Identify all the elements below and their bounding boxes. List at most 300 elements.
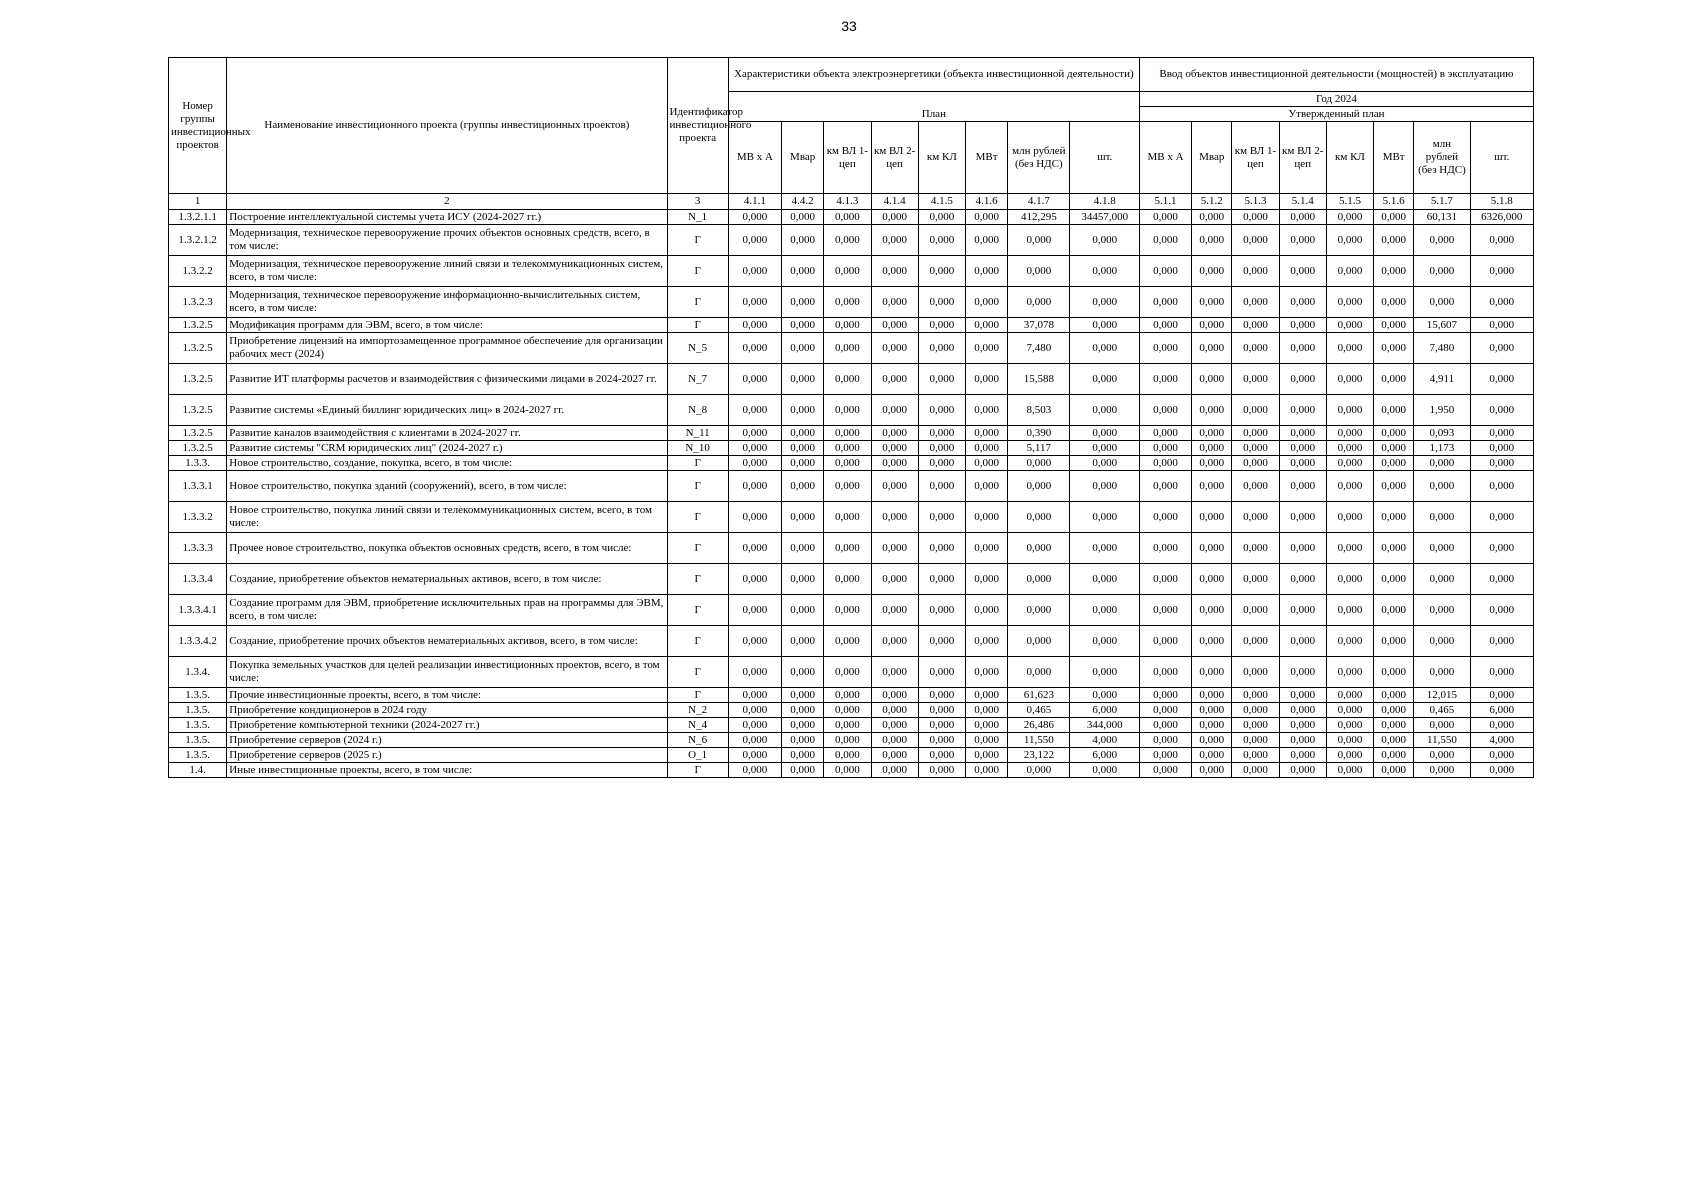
row-value: 0,000 [918,688,965,703]
row-value: 0,000 [965,763,1007,778]
row-value: 0,000 [782,502,824,533]
table-row [169,657,1534,688]
row-value: 0,000 [824,333,871,364]
row-value: 0,000 [1232,456,1279,471]
row-value: 0,000 [871,502,918,533]
table-row [169,441,1534,456]
row-value: 0,000 [1326,595,1373,626]
row-value: 0,000 [918,703,965,718]
row-identifier: Г [667,471,728,502]
row-value: 0,000 [1326,210,1373,225]
column-number: 4.1.1 [728,194,781,210]
row-value: 7,480 [1008,333,1070,364]
column-number: 5.1.5 [1326,194,1373,210]
row-number: 1.3.3. [169,456,227,471]
table-row [169,718,1534,733]
row-value: 0,000 [1139,333,1191,364]
row-value: 0,000 [1326,287,1373,318]
row-value: 0,000 [1008,256,1070,287]
row-value: 0,000 [1374,287,1414,318]
row-value: 0,000 [1139,733,1191,748]
row-value: 0,000 [1326,626,1373,657]
table-row [169,287,1534,318]
row-value: 0,000 [824,718,871,733]
row-value: 0,000 [824,703,871,718]
row-value: 0,000 [782,395,824,426]
row-value: 0,000 [728,564,781,595]
row-value: 0,390 [1008,426,1070,441]
row-value: 0,000 [728,688,781,703]
row-identifier: Г [667,533,728,564]
row-identifier: N_6 [667,733,728,748]
row-number: 1.4. [169,763,227,778]
row-value: 0,000 [1139,364,1191,395]
row-name: Модернизация, техническое перевооружение информационно-вычислительных систем, всего, в том числе: [227,287,667,318]
row-value: 0,000 [1279,657,1326,688]
row-value: 0,000 [728,595,781,626]
row-value: 0,000 [1374,657,1414,688]
row-value: 0,000 [1279,256,1326,287]
row-value: 0,000 [1374,456,1414,471]
row-value: 0,000 [782,626,824,657]
row-value: 0,000 [1470,287,1533,318]
row-number: 1.3.3.3 [169,533,227,564]
row-name: Покупка земельных участков для целей реализации инвестиционных проектов, всего, в том числе: [227,657,667,688]
row-value: 0,000 [918,718,965,733]
row-identifier: N_10 [667,441,728,456]
row-identifier: Г [667,763,728,778]
row-value: 0,000 [728,703,781,718]
row-value: 0,000 [728,718,781,733]
row-name: Развитие системы "CRM юридических лиц" (2024-2027 г.) [227,441,667,456]
header-unit-plan: шт. [1070,122,1139,194]
column-number: 4.1.7 [1008,194,1070,210]
row-value: 0,000 [1279,748,1326,763]
row-value: 0,000 [1070,595,1139,626]
row-value: 0,000 [918,364,965,395]
table-row [169,333,1534,364]
row-number: 1.3.2.5 [169,333,227,364]
row-value: 0,000 [728,256,781,287]
row-value: 0,000 [918,456,965,471]
row-value: 0,000 [1279,426,1326,441]
table-row [169,225,1534,256]
header-identifier: Идентификатор инвестиционного проекта [667,58,728,194]
row-value: 0,000 [824,256,871,287]
row-value: 0,000 [918,395,965,426]
row-value: 0,000 [728,502,781,533]
row-value: 0,000 [1470,225,1533,256]
table-header [169,58,1534,210]
column-number: 5.1.7 [1414,194,1470,210]
row-value: 0,000 [1192,456,1232,471]
row-name: Создание, приобретение прочих объектов нематериальных активов, всего, в том числе: [227,626,667,657]
row-value: 0,000 [1232,441,1279,456]
row-name: Создание, приобретение объектов нематериальных активов, всего, в том числе: [227,564,667,595]
row-value: 0,000 [728,333,781,364]
row-value: 0,000 [1326,426,1373,441]
row-value: 0,000 [1008,287,1070,318]
row-value: 0,000 [871,364,918,395]
table-row [169,426,1534,441]
row-value: 0,000 [918,333,965,364]
header-unit-plan: МВт [965,122,1007,194]
row-value: 0,000 [782,287,824,318]
row-value: 0,000 [871,318,918,333]
row-name: Новое строительство, покупка зданий (сооружений), всего, в том числе: [227,471,667,502]
row-value: 0,000 [918,564,965,595]
column-number: 4.4.2 [782,194,824,210]
header-unit-plan: км ВЛ 2-цеп [871,122,918,194]
row-value: 0,000 [1232,626,1279,657]
row-identifier: N_7 [667,364,728,395]
row-value: 0,000 [824,595,871,626]
row-name: Прочие инвестиционные проекты, всего, в том числе: [227,688,667,703]
row-value: 0,000 [1374,441,1414,456]
row-value: 0,000 [1470,502,1533,533]
row-value: 0,000 [1279,210,1326,225]
row-value: 0,000 [1326,318,1373,333]
row-value: 0,000 [1008,456,1070,471]
row-value: 0,000 [824,287,871,318]
column-number: 2 [227,194,667,210]
row-value: 0,000 [1139,533,1191,564]
header-unit-plan: км ВЛ 1-цеп [824,122,871,194]
row-value: 0,000 [871,210,918,225]
row-value: 0,000 [1470,626,1533,657]
row-name: Приобретение серверов (2024 г.) [227,733,667,748]
row-value: 0,000 [1008,763,1070,778]
row-value: 0,000 [965,364,1007,395]
row-value: 0,000 [1008,626,1070,657]
row-value: 0,000 [1070,426,1139,441]
row-value: 0,000 [1374,471,1414,502]
row-value: 0,000 [965,703,1007,718]
row-number: 1.3.2.3 [169,287,227,318]
row-value: 0,000 [1192,626,1232,657]
header-unit-approved: км КЛ [1326,122,1373,194]
row-value: 0,000 [1232,595,1279,626]
row-value: 0,000 [1070,364,1139,395]
row-value: 0,000 [1192,333,1232,364]
column-number: 4.1.6 [965,194,1007,210]
row-number: 1.3.4. [169,657,227,688]
row-value: 0,000 [1326,748,1373,763]
row-value: 0,000 [1192,318,1232,333]
row-value: 0,000 [1008,564,1070,595]
row-value: 0,000 [728,533,781,564]
row-value: 0,465 [1414,703,1470,718]
row-value: 0,000 [1008,595,1070,626]
row-value: 0,000 [1070,657,1139,688]
row-value: 0,000 [728,456,781,471]
row-value: 0,000 [1374,225,1414,256]
row-value: 0,000 [1192,688,1232,703]
row-value: 0,000 [782,318,824,333]
row-value: 0,000 [824,564,871,595]
row-value: 0,000 [1139,688,1191,703]
row-value: 0,000 [1232,564,1279,595]
row-value: 0,000 [1374,318,1414,333]
row-value: 0,000 [965,471,1007,502]
table-row [169,471,1534,502]
row-value: 6,000 [1470,703,1533,718]
row-name: Развитие системы «Единый биллинг юридических лиц» в 2024-2027 гг. [227,395,667,426]
row-value: 0,000 [1192,256,1232,287]
row-value: 0,000 [782,426,824,441]
row-value: 0,000 [1279,364,1326,395]
row-value: 4,000 [1070,733,1139,748]
row-value: 0,000 [965,426,1007,441]
row-value: 0,000 [1374,426,1414,441]
row-value: 0,000 [871,748,918,763]
header-unit-plan: км КЛ [918,122,965,194]
row-name: Развитие ИТ платформы расчетов и взаимодействия с физическими лицами в 2024-2027 гг. [227,364,667,395]
row-value: 0,000 [1279,718,1326,733]
row-value: 0,000 [1232,364,1279,395]
row-value: 0,000 [1326,733,1373,748]
row-value: 0,000 [1326,441,1373,456]
row-value: 0,000 [965,225,1007,256]
row-value: 0,000 [1070,471,1139,502]
row-value: 0,000 [1374,763,1414,778]
table-row [169,456,1534,471]
row-value: 0,000 [728,733,781,748]
row-value: 0,000 [1374,210,1414,225]
row-value: 0,000 [1192,595,1232,626]
row-value: 0,000 [1279,318,1326,333]
row-value: 0,000 [1139,287,1191,318]
row-value: 0,000 [871,287,918,318]
row-value: 0,000 [1374,533,1414,564]
header-unit-approved: км ВЛ 1-цеп [1232,122,1279,194]
row-value: 0,000 [1139,703,1191,718]
row-value: 0,000 [1414,718,1470,733]
row-value: 0,000 [1139,657,1191,688]
row-value: 0,000 [728,657,781,688]
row-value: 0,000 [1470,595,1533,626]
row-value: 0,000 [1414,256,1470,287]
header-unit-approved: МВт [1374,122,1414,194]
row-value: 0,000 [1070,333,1139,364]
row-name: Новое строительство, создание, покупка, всего, в том числе: [227,456,667,471]
row-value: 0,000 [1192,395,1232,426]
column-number: 5.1.3 [1232,194,1279,210]
row-value: 0,000 [1139,456,1191,471]
row-value: 0,000 [1374,595,1414,626]
row-value: 0,000 [871,703,918,718]
row-identifier: Г [667,626,728,657]
row-value: 0,000 [1374,688,1414,703]
row-value: 0,000 [1414,502,1470,533]
row-identifier: Г [667,502,728,533]
row-number: 1.3.2.5 [169,426,227,441]
row-value: 0,000 [965,564,1007,595]
header-year: Год 2024 [1139,92,1533,107]
row-identifier: Г [667,256,728,287]
row-number: 1.3.3.4 [169,564,227,595]
row-value: 0,000 [1232,703,1279,718]
row-value: 7,480 [1414,333,1470,364]
row-value: 0,000 [965,456,1007,471]
row-value: 0,000 [782,733,824,748]
column-number: 5.1.2 [1192,194,1232,210]
row-value: 0,000 [871,688,918,703]
row-value: 0,000 [1374,333,1414,364]
row-value: 0,000 [1470,395,1533,426]
row-value: 0,000 [1192,441,1232,456]
row-value: 4,000 [1470,733,1533,748]
header-commissioning: Ввод объектов инвестиционной деятельности (мощностей) в эксплуатацию [1139,58,1533,92]
row-value: 0,000 [918,426,965,441]
row-name: Модернизация, техническое перевооружение прочих объектов основных средств, всего, в том числе: [227,225,667,256]
row-value: 5,117 [1008,441,1070,456]
row-value: 0,000 [918,502,965,533]
row-value: 0,000 [1326,333,1373,364]
row-value: 0,000 [728,395,781,426]
row-value: 1,173 [1414,441,1470,456]
row-value: 0,000 [728,287,781,318]
row-value: 0,000 [782,595,824,626]
row-value: 0,000 [1192,364,1232,395]
row-identifier: N_4 [667,718,728,733]
row-number: 1.3.2.5 [169,318,227,333]
row-value: 0,000 [728,626,781,657]
row-name: Приобретение серверов (2025 г.) [227,748,667,763]
row-value: 0,000 [1192,733,1232,748]
row-value: 0,000 [1008,533,1070,564]
row-value: 0,000 [1470,748,1533,763]
row-value: 0,000 [1279,471,1326,502]
table-row [169,318,1534,333]
row-value: 0,000 [1139,225,1191,256]
row-value: 0,000 [1008,657,1070,688]
row-value: 0,000 [1139,748,1191,763]
row-value: 15,588 [1008,364,1070,395]
header-unit-plan: Мвар [782,122,824,194]
row-value: 0,000 [728,441,781,456]
row-value: 37,078 [1008,318,1070,333]
row-number: 1.3.3.1 [169,471,227,502]
row-value: 6,000 [1070,703,1139,718]
row-number: 1.3.2.5 [169,395,227,426]
row-value: 0,000 [1326,763,1373,778]
row-value: 0,000 [1192,426,1232,441]
row-value: 0,000 [1139,763,1191,778]
row-value: 0,000 [1326,456,1373,471]
row-value: 0,000 [871,441,918,456]
row-value: 0,000 [1279,533,1326,564]
row-value: 0,000 [1326,256,1373,287]
header-unit-plan: млн рублей (без НДС) [1008,122,1070,194]
row-value: 0,000 [918,626,965,657]
row-value: 0,000 [1232,256,1279,287]
row-value: 0,000 [824,441,871,456]
row-value: 0,000 [965,626,1007,657]
row-value: 0,000 [1232,395,1279,426]
row-value: 0,000 [782,364,824,395]
row-value: 11,550 [1008,733,1070,748]
row-value: 0,000 [1139,256,1191,287]
row-value: 0,000 [1414,626,1470,657]
row-value: 0,000 [965,502,1007,533]
row-value: 0,000 [728,364,781,395]
row-value: 0,000 [1279,395,1326,426]
table-row [169,763,1534,778]
row-number: 1.3.3.4.1 [169,595,227,626]
row-value: 0,000 [1470,533,1533,564]
table-row [169,533,1534,564]
row-value: 0,000 [1470,441,1533,456]
row-value: 0,000 [1414,287,1470,318]
row-value: 0,000 [824,395,871,426]
row-value: 0,000 [1414,533,1470,564]
row-value: 0,000 [918,533,965,564]
table-row [169,595,1534,626]
row-value: 0,000 [1070,287,1139,318]
row-value: 0,000 [782,456,824,471]
header-column-numbers [169,194,1534,210]
row-identifier: O_1 [667,748,728,763]
column-number: 1 [169,194,227,210]
row-value: 0,093 [1414,426,1470,441]
row-value: 0,000 [1414,657,1470,688]
row-value: 0,000 [1326,395,1373,426]
row-identifier: Г [667,318,728,333]
row-value: 0,000 [824,210,871,225]
row-identifier: Г [667,564,728,595]
row-value: 0,000 [965,441,1007,456]
row-number: 1.3.5. [169,718,227,733]
row-identifier: Г [667,657,728,688]
row-value: 0,000 [1070,688,1139,703]
row-value: 344,000 [1070,718,1139,733]
row-value: 0,000 [1374,256,1414,287]
row-number: 1.3.5. [169,748,227,763]
row-value: 0,000 [1279,703,1326,718]
row-value: 0,000 [965,718,1007,733]
row-value: 0,000 [1374,718,1414,733]
table-row [169,626,1534,657]
row-value: 0,000 [1192,763,1232,778]
row-value: 0,000 [782,225,824,256]
row-value: 0,000 [782,688,824,703]
row-value: 8,503 [1008,395,1070,426]
row-number: 1.3.2.5 [169,364,227,395]
row-value: 0,000 [782,256,824,287]
row-value: 0,000 [824,456,871,471]
row-value: 0,000 [1374,733,1414,748]
header-unit-plan: МВ х А [728,122,781,194]
row-value: 0,000 [871,657,918,688]
row-value: 0,000 [871,426,918,441]
row-value: 0,000 [1008,502,1070,533]
header-characteristics: Характеристики объекта электроэнергетики (объекта инвестиционной деятельности) [728,58,1139,92]
row-value: 60,131 [1414,210,1470,225]
header-unit-approved: км ВЛ 2-цеп [1279,122,1326,194]
row-identifier: N_5 [667,333,728,364]
row-value: 0,000 [1279,287,1326,318]
row-value: 0,000 [871,395,918,426]
header-unit-approved: МВ х А [1139,122,1191,194]
row-number: 1.3.3.2 [169,502,227,533]
row-value: 0,000 [918,763,965,778]
row-value: 0,000 [918,595,965,626]
row-value: 0,000 [871,456,918,471]
row-value: 412,295 [1008,210,1070,225]
row-value: 0,000 [1414,748,1470,763]
row-value: 0,000 [1232,718,1279,733]
